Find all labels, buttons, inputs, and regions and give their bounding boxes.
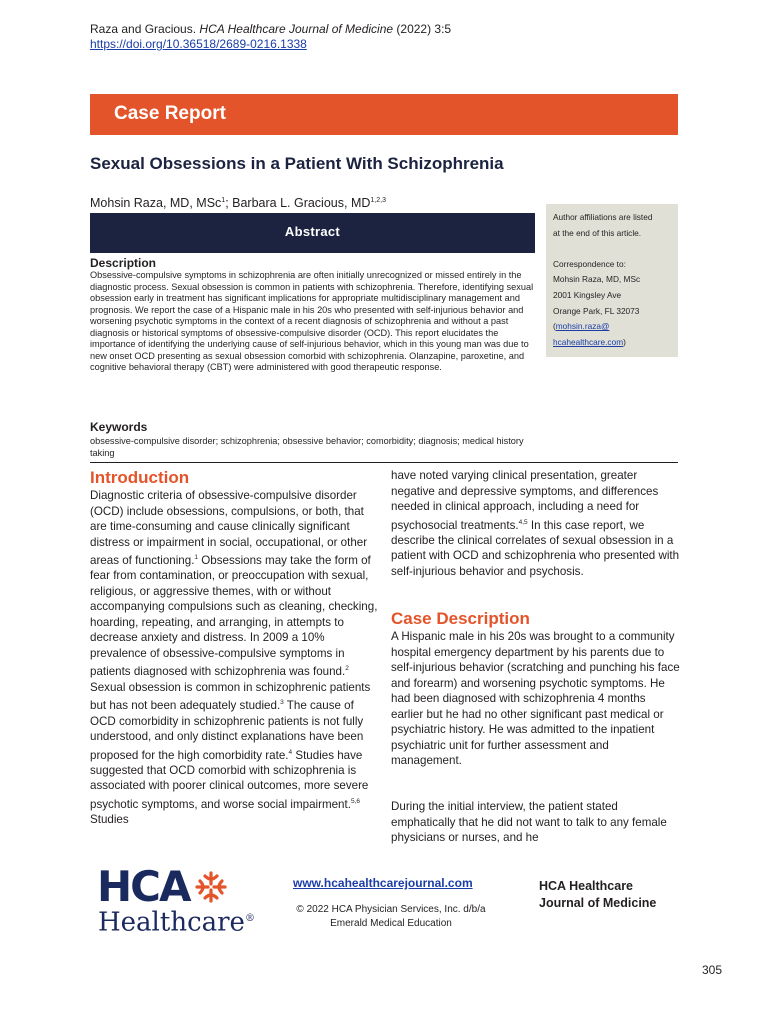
intro-text-b: Obsessions may take the form of fear from contamination, or preoccupation with sexual, religious, or aggressive themes, with or without accompanying compulsions such as cleaning, checking, hoarding, repeating, and arranging, in attempts to decrease anxiety and distress. In 2009 a 10% prevalence of obsessive-compulsive symptoms in patients diagnosed with schizophrenia was found. bbox=[90, 553, 378, 679]
author-1: Mohsin Raza, MD, MSc bbox=[90, 196, 222, 210]
journal-name-line-1: HCA Healthcare bbox=[539, 879, 634, 893]
citation-journal: HCA Healthcare Journal of Medicine bbox=[199, 22, 394, 36]
sidebar-address-2: Orange Park, FL 32073 bbox=[553, 305, 640, 316]
logo-cross-icon bbox=[194, 870, 228, 904]
affiliation-sidebar bbox=[546, 204, 678, 357]
ref-3: 3 bbox=[280, 699, 284, 707]
author-2: ; Barbara L. Gracious, MD bbox=[225, 196, 371, 210]
doi-link[interactable]: https://doi.org/10.36518/2689-0216.1338 bbox=[90, 37, 307, 51]
intro-text-c: Sexual obsession is common in schizophrenic patients but has not been adequately studied. bbox=[90, 680, 371, 713]
ref-2: 2 bbox=[345, 665, 349, 673]
intro-text-e: Studies have suggested that OCD comorbid with schizophrenia is associated with poorer clinical outcomes, more severe psychotic symptoms, and worse social impairment. bbox=[90, 748, 369, 811]
sidebar-note-1: Author affiliations are listed bbox=[553, 212, 653, 222]
introduction-paragraph-2 bbox=[391, 468, 681, 579]
section-divider bbox=[90, 462, 678, 463]
author-2-affil: 1,2,3 bbox=[370, 196, 386, 204]
intro-text-g: have noted varying clinical presentation, greater negative and depressive symptoms, and differences needed in clinical approach, including a need for psychosocial treatments. bbox=[391, 469, 659, 532]
sidebar-name: Mohsin Raza, MD, MSc bbox=[553, 274, 641, 285]
email-link-part-2[interactable]: hcahealthcare.com bbox=[553, 336, 624, 347]
intro-text-f: Studies bbox=[90, 813, 129, 827]
ref-4-5: 4,5 bbox=[518, 518, 528, 526]
case-description-heading: Case Description bbox=[391, 609, 530, 628]
ref-5-6: 5,6 bbox=[350, 797, 360, 805]
article-title: Sexual Obsessions in a Patient With Schizophrenia bbox=[90, 154, 504, 173]
citation-authors: Raza and Gracious. bbox=[90, 22, 197, 36]
journal-name-line-2: Journal of Medicine bbox=[539, 896, 657, 910]
intro-text-a: Diagnostic criteria of obsessive-compulsive disorder (OCD) include obsessions, compulsions, or both, that are time-consuming and cause clinically significant distress or impairment in social, occupational, or other areas of functioning. bbox=[90, 489, 368, 567]
sidebar-email-line-1: (mohsin.raza@ bbox=[553, 321, 610, 332]
description-text: Obsessive-compulsive symptoms in schizophrenia are often initially unrecognized or missed entirely in the diagnostic process. Sexual obsession is common in patients with schizophrenia. Therefore, identifying sexual obsession early in treatment has significant implications for appropriate multidisciplinary management and prognosis. We report the case of a Hispanic male in his 20s who presented with self-injurious behavior and worsening psychotic symptoms in the context of a recent diagnosis of schizophrenia and without a past diagnosis or historical symptoms of obsessive-compulsive disorder (OCD). This report elucidates the importance of identifying the underlying cause of self-injurious behavior, which in this young man was due to new onset OCD presenting as sexual obsession comorbid with schizophrenia. Olanzapine, paroxetine, and cognitive behavioral therapy (CBT) were administered with good therapeutic response. bbox=[90, 270, 534, 372]
keywords-text: obsessive-compulsive disorder; schizophrenia; obsessive behavior; comorbidity; diagnosis; medical history taking bbox=[90, 436, 524, 458]
intro-text-d: The cause of OCD comorbidity in schizophrenic patients is not fully understood, and only distinct explanations have been proposed for the high comorbidity rate. bbox=[90, 699, 364, 762]
logo-healthcare-text: Healthcare® bbox=[98, 907, 255, 938]
logo-hca-text: HCA bbox=[97, 862, 190, 911]
hca-healthcare-logo bbox=[97, 862, 257, 938]
author-line bbox=[90, 196, 386, 210]
sidebar-address-1: 2001 Kingsley Ave bbox=[553, 289, 622, 300]
ref-1: 1 bbox=[194, 554, 199, 561]
abstract-header-label: Abstract bbox=[284, 224, 341, 239]
footer-copyright: © 2022 HCA Physician Services, Inc. d/b/a Emerald Medical Education bbox=[296, 904, 486, 929]
citation-issue: (2022) 3:5 bbox=[396, 22, 452, 36]
banner-label: Case Report bbox=[114, 103, 226, 124]
introduction-paragraph-1 bbox=[90, 488, 380, 828]
page-number: 305 bbox=[702, 963, 723, 977]
author-1-affil: 1 bbox=[221, 196, 226, 204]
keywords-heading: Keywords bbox=[90, 420, 148, 434]
introduction-heading: Introduction bbox=[90, 468, 190, 487]
sidebar-email-line-2: hcahealthcare.com) bbox=[553, 336, 626, 347]
sidebar-note-2: at the end of this article. bbox=[553, 227, 642, 238]
footer-journal-name bbox=[539, 878, 656, 912]
intro-text-h: In this case report, we describe the clinical correlates of sexual obsession in a patient with OCD and schizophrenia who presented with self-injurious behavior and psychosis. bbox=[391, 518, 680, 578]
case-description-paragraph-1: A Hispanic male in his 20s was brought to a community hospital emergency department by his parents due to self-injurious behavior (scratching and punching his face and forearm) and worsening psychotic symptoms. He had been diagnosed with schizophrenia 4 months earlier but he had no other significant past medical or psychiatric history. He was admitted to the inpatient psychiatric unit for further assessment and management. bbox=[391, 630, 680, 767]
citation-line bbox=[90, 21, 451, 37]
email-link-part-1[interactable]: mohsin.raza@ bbox=[555, 321, 610, 332]
abstract-header bbox=[90, 213, 535, 253]
sidebar-correspondence: Correspondence to: bbox=[553, 258, 626, 269]
description-heading: Description bbox=[90, 256, 157, 270]
case-report-banner bbox=[90, 94, 678, 135]
journal-website-link[interactable]: www.hcahealthcarejournal.com bbox=[293, 876, 473, 890]
ref-4: 4 bbox=[288, 748, 293, 756]
case-description-paragraph-2: During the initial interview, the patient stated emphatically that he did not want to talk to any female physicians or nurses, and he bbox=[391, 800, 667, 844]
